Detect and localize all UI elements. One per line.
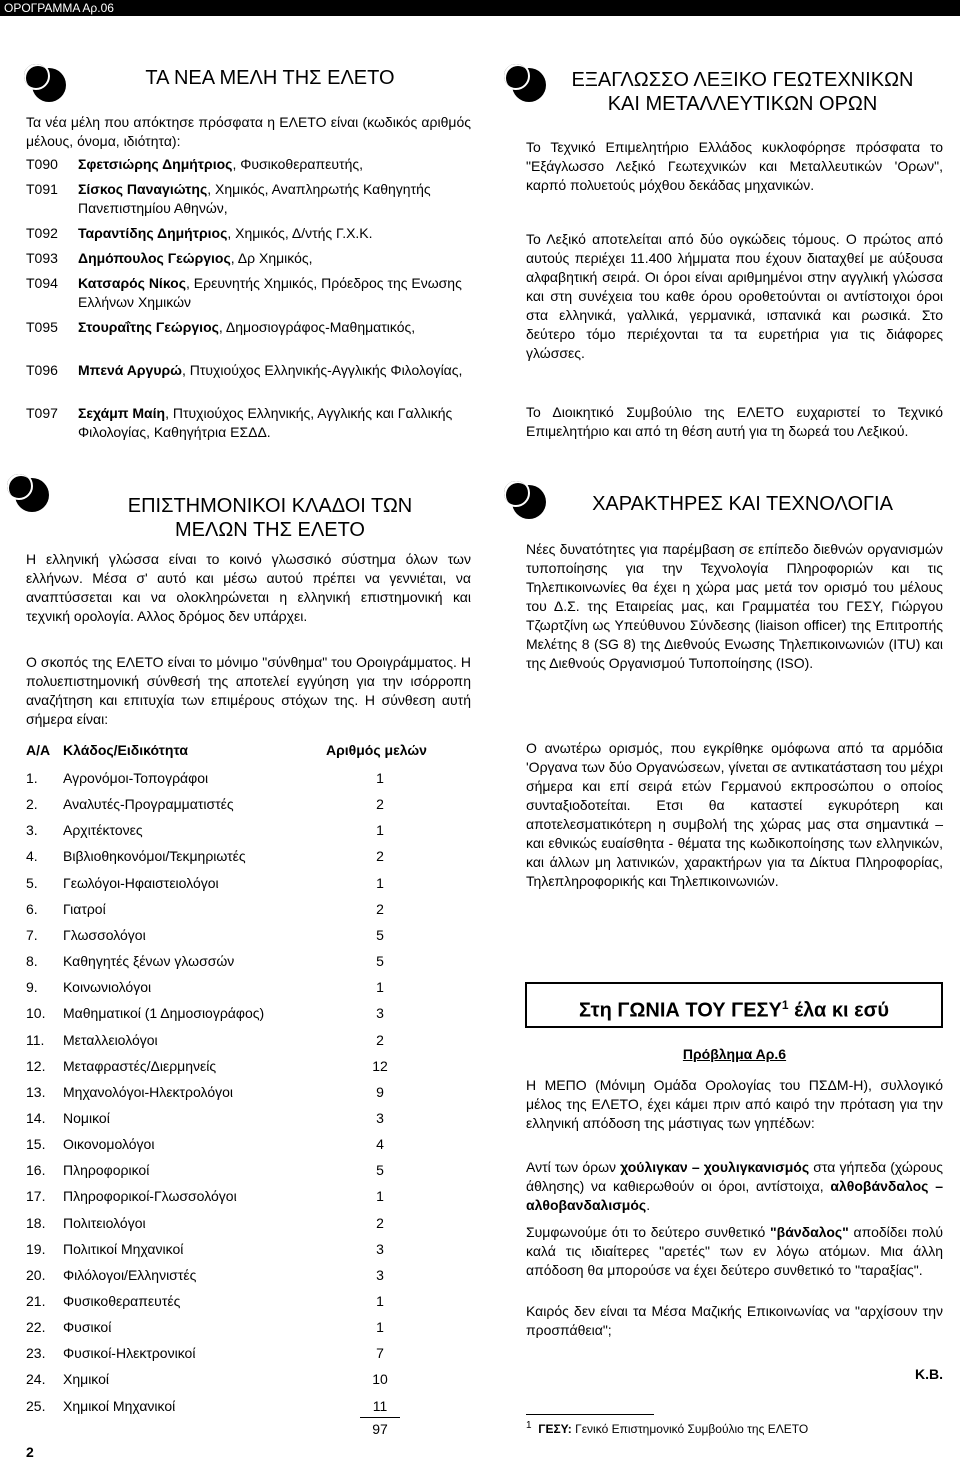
row-count: 3 bbox=[376, 1266, 384, 1283]
row-index: 20. bbox=[26, 1266, 46, 1283]
table-row bbox=[26, 1240, 400, 1258]
row-count: 2 bbox=[376, 1031, 384, 1048]
table-row bbox=[26, 1187, 400, 1205]
row-index: 17. bbox=[26, 1188, 46, 1205]
row-branch: Πολιτικοί Μηχανικοί bbox=[63, 1240, 184, 1257]
signature: Κ.Β. bbox=[915, 1366, 943, 1382]
branches-para-1: Η ελληνική γλώσσα είναι το κοινό γλωσσικό σύστημα όλων των ελλήνων. Μέσα σ' αυτό και μέσω αυτού πρέπει να γεννιέται, να αναπτύσσεται και να ολοκληρώνεται η ελληνική επιστημονική και τεχνική ορολογία. Αλλος δρόμος δεν υπάρχει. bbox=[26, 551, 471, 624]
row-index: 22. bbox=[26, 1319, 46, 1336]
table-row bbox=[26, 1266, 400, 1284]
row-count: 3 bbox=[376, 1109, 384, 1126]
row-index: 14. bbox=[26, 1109, 46, 1126]
row-index: 16. bbox=[26, 1162, 46, 1179]
table-row bbox=[26, 900, 400, 918]
row-index: 5. bbox=[26, 874, 38, 891]
table-row bbox=[26, 1109, 400, 1127]
table-row bbox=[26, 1344, 400, 1362]
row-count: 2 bbox=[376, 900, 384, 917]
row-index: 24. bbox=[26, 1371, 46, 1388]
row-branch: Μαθηματικοί (1 Δημοσιογράφος) bbox=[63, 1005, 265, 1022]
row-index: 21. bbox=[26, 1293, 46, 1309]
section-bullet-icon bbox=[22, 62, 66, 106]
row-count: 12 bbox=[372, 1057, 388, 1074]
row-count: 7 bbox=[376, 1345, 384, 1362]
row-index: 12. bbox=[26, 1057, 46, 1074]
problem-para-3: Συμφωνούμε ότι το δεύτερο συνθετικό "βάνδαλος" αποδίδει πολύ καλά τις ιδιαίτερες "αρετές" των εν λόγω ατόμων. Μια άλλη απόδοση θα μπορούσε να έχει δεύτερο συνθετικό το "ταραξίας". bbox=[526, 1224, 943, 1278]
row-branch: Φυσικοθεραπευτές bbox=[63, 1293, 181, 1309]
row-count: 1 bbox=[376, 874, 384, 891]
new-members-title: ΤΑ ΝΕΑ ΜΕΛΗ ΤΗΣ ΕΛΕΤΟ bbox=[145, 67, 395, 89]
dictionary-para-2: Το Λεξικό αποτελείται από δύο ογκώδεις τόμους. Ο πρώτος από αυτούς περιέχει 11.400 λήμματα που έχουν διαταχθεί με αύξουσα αλφαβητική σειρά. Οι όροι είναι αριθμημένοι στην αγγλική γλώσσα και στη συνέχεια του καθε όρου οροθετούνται οι αντίστοιχοι όροι στα ελληνικά, γαλλικά, γερμανικά, ισπανικά και ρωσικά. Στο δεύτερο τόμο περιέχονται τα τα ευρετήρια για τις διάφορες γλώσσες. bbox=[526, 231, 943, 361]
row-branch: Αγρονόμοι-Τοπογράφοι bbox=[63, 770, 209, 786]
row-count: 2 bbox=[376, 796, 384, 813]
row-branch: Μεταλλειολόγοι bbox=[63, 1031, 158, 1048]
row-branch: Γεωλόγοι-Ηφαιστειολόγοι bbox=[63, 874, 219, 891]
branches-title: ΕΠΙΣΤΗΜΟΝΙΚΟΙ ΚΛΑΔΟΙ ΤΩΝ ΜΕΛΩΝ ΤΗΣ ΕΛΕΤΟ bbox=[127, 495, 413, 541]
row-count: 1 bbox=[376, 822, 384, 839]
row-count: 1 bbox=[376, 1293, 384, 1309]
new-members-intro: Τα νέα μέλη που απόκτησε πρόσφατα η ΕΛΕΤΟ είναι (κωδικός αριθμός μέλους, όνομα, ιδιότητα): bbox=[26, 114, 471, 149]
row-branch: Βιβλιοθηκονόμοι/Τεκμηριωτές bbox=[63, 848, 246, 865]
row-index: 18. bbox=[26, 1214, 46, 1231]
row-branch: Χημικοί Μηχανικοί bbox=[63, 1397, 176, 1414]
row-count: 1 bbox=[376, 979, 384, 996]
table-row bbox=[26, 1135, 400, 1153]
row-index: 25. bbox=[26, 1397, 46, 1414]
row-count: 1 bbox=[376, 1319, 384, 1336]
corner-box-title: Στη ΓΩΝΙΑ ΤΟΥ ΓΕΣΥ$^1$ έλα κι εσύ bbox=[525, 982, 943, 1028]
table-row bbox=[26, 1292, 400, 1310]
row-branch: Οικονομολόγοι bbox=[63, 1136, 155, 1153]
row-branch: Αρχιτέκτονες bbox=[63, 822, 143, 839]
problem-para-4: Καιρός δεν είναι τα Μέσα Μαζικής Επικοινωνίας να "αρχίσουν την προσπάθεια"; bbox=[526, 1303, 943, 1338]
section-bullet-icon bbox=[5, 472, 49, 516]
row-branch: Πολιτειολόγοι bbox=[63, 1214, 146, 1231]
problem-para-2: Αντί των όρων χούλιγκαν – χουλιγκανισμός στα γήπεδα (χώρους άθλησης) να καθιερωθούν οι όροι, αντίστοιχα, αλθοβάνδαλος – αλθοβανδαλισμός. bbox=[526, 1159, 944, 1213]
table-row bbox=[26, 1161, 400, 1179]
table-row bbox=[26, 821, 400, 839]
row-count: 3 bbox=[376, 1240, 384, 1257]
row-branch: Καθηγητές ξένων γλωσσών bbox=[63, 953, 235, 970]
row-count: 2 bbox=[376, 848, 384, 865]
row-branch: Χημικοί bbox=[63, 1371, 110, 1388]
table-row bbox=[26, 1370, 400, 1388]
page-header: ΟΡΟΓΡΑΜΜΑ Αρ.06 bbox=[0, 0, 960, 16]
table-row bbox=[26, 1004, 400, 1022]
row-branch: Κοινωνιολόγοι bbox=[63, 979, 152, 996]
row-branch: Γλωσσολόγοι bbox=[63, 926, 146, 943]
row-index: 13. bbox=[26, 1083, 46, 1100]
col-branch-header: Κλάδος/Ειδικότητα bbox=[63, 742, 188, 758]
row-index: 23. bbox=[26, 1345, 46, 1362]
table-row bbox=[26, 926, 400, 944]
row-index: 9. bbox=[26, 979, 38, 996]
table-row bbox=[26, 874, 400, 892]
row-count: 5 bbox=[376, 1162, 384, 1179]
row-branch: Φυσικοί-Ηλεκτρονικοί bbox=[63, 1345, 196, 1362]
features-title: ΧΑΡΑΚΤΗΡΕΣ ΚΑΙ ΤΕΧΝΟΛΟΓΙΑ bbox=[592, 493, 893, 515]
row-index: 15. bbox=[26, 1136, 46, 1153]
row-index: 4. bbox=[26, 848, 38, 865]
row-index: 2. bbox=[26, 796, 38, 813]
table-row bbox=[26, 1031, 400, 1049]
row-index: 3. bbox=[26, 822, 38, 839]
row-index: 1. bbox=[26, 770, 38, 786]
table-row bbox=[26, 1397, 400, 1415]
features-para-2: Ο ανωτέρω ορισμός, που εγκρίθηκε ομόφωνα από τα αρμόδια 'Οργανα των δύο Οργανώσεων, γίνεται σε αντικατάσταση του μέχρι σήμερα και επί σειρά ετών Γερμανού εκπροσώπου ο οποίος συνταξιοδοτείται. Ετσι θα καταστεί εγκυρότερη και αποτελεσματικότερη η συμβολή της χώρας μας στα σημαντικά – και εθνικώς ευαίσθητα - θέματα της κωδικοποίησης των ελληνικών, και άλλων μη λατινικών, χαρακτήρων για τα Δίκτυα Πληροφορίας, Τηλεπληροφορικής και Τηλεπικοινωνιών. bbox=[526, 740, 943, 889]
row-branch: Πληροφορικοί-Γλωσσολόγοι bbox=[63, 1188, 237, 1205]
row-branch: Αναλυτές-Προγραμματιστές bbox=[63, 796, 234, 813]
table-row bbox=[26, 952, 400, 970]
row-count: 5 bbox=[376, 953, 384, 970]
table-row bbox=[26, 847, 400, 865]
page-number: 2 bbox=[26, 1444, 34, 1460]
features-para-1: Νέες δυνατότητες για παρέμβαση σε επίπεδο διεθνών οργανισμών τυποποίησης για την Τεχνολογία Πληροφοριών και τις Τηλεπικοινωνίες θα έχει η χώρα μας μετά τον ορισμό του μέλους του Δ.Σ. της Εταιρείας μας, και Γραμματέα του ΓΕΣΥ, Γιώργου Τζωρτζίνη ως Υπεύθυνου Σύνδεσης (liaison officer) της Επιτροπής Μελέτης 8 (SG 8) της Διεθνούς Ενωσης Τηλεπικοινωνιών (ITU) και της Διεθνούς Οργανισμού Τυποποίησης (ISO). bbox=[526, 541, 943, 671]
footnote-rule bbox=[526, 1414, 654, 1415]
row-branch: Γιατροί bbox=[63, 900, 106, 917]
table-row bbox=[26, 1057, 400, 1075]
row-count: 5 bbox=[376, 926, 384, 943]
row-count: 2 bbox=[376, 1214, 384, 1231]
table-row bbox=[26, 1083, 400, 1101]
table-row bbox=[26, 978, 400, 996]
row-branch: Μηχανολόγοι-Ηλεκτρολόγοι bbox=[63, 1083, 234, 1100]
dictionary-title: ΕΞΑΓΛΩΣΣΟ ΛΕΞΙΚΟ ΓΕΩΤΕΧΝΙΚΩΝ ΚΑΙ ΜΕΤΑΛΛΕΥΤΙΚΩΝ ΟΡΩΝ bbox=[571, 69, 914, 115]
row-count: 1 bbox=[376, 770, 384, 786]
footnote: $^1$ ΓΕΣΥ: Γενικό Επιστημονικό Συμβούλιο της ΕΛΕΤΟ bbox=[526, 1420, 809, 1436]
col-aa-header: Α/Α bbox=[26, 742, 51, 758]
total-members: 97 bbox=[372, 1421, 388, 1437]
sum-line bbox=[360, 1417, 400, 1418]
row-branch: Φιλόλογοι/Ελληνιστές bbox=[63, 1266, 197, 1283]
row-count: 3 bbox=[376, 1005, 384, 1022]
row-count: 1 bbox=[376, 1188, 384, 1205]
row-branch: Φυσικοί bbox=[63, 1319, 112, 1336]
row-branch: Μεταφραστές/Διερμηνείς bbox=[63, 1057, 217, 1074]
row-count: 4 bbox=[376, 1136, 384, 1153]
row-index: 7. bbox=[26, 926, 38, 943]
table-row bbox=[26, 769, 400, 787]
branches-para-2: Ο σκοπός της ΕΛΕΤΟ είναι το μόνιμο "σύνθημα" του Οροιγράμματος. Η πολυεπιστημονική σύνθεσή της αποτελεί εγγύηση για την ισόρροπη αναζήτηση και επιτυχία των επιμέρους στόχων της. Η σύνθεση αυτή σήμερα είναι: bbox=[26, 654, 471, 727]
table-row bbox=[26, 1318, 400, 1336]
row-count: 9 bbox=[376, 1083, 384, 1100]
row-index: 8. bbox=[26, 953, 38, 970]
dictionary-para-3: Το Διοικητικό Συμβούλιο της ΕΛΕΤΟ ευχαριστεί το Τεχνικό Επιμελητήριο και από τη θέση αυτή για τη δωρεά του Λεξικού. bbox=[526, 404, 943, 439]
problem-para-1: Η ΜΕΠΟ (Μόνιμη Ομάδα Ορολογίας του ΠΣΔΜ-Η), συλλογικό μέλος της ΕΛΕΤΟ, έχει κάμει πριν από καιρό την πρόταση για την ελληνική απόδοση της μάστιγας των γηπέδων: bbox=[526, 1077, 943, 1131]
problem-title: Πρόβλημα Αρ.6 bbox=[682, 1046, 787, 1062]
row-count: 10 bbox=[372, 1371, 388, 1388]
row-branch: Πληροφορικοί bbox=[63, 1162, 150, 1179]
row-branch: Νομικοί bbox=[63, 1109, 110, 1126]
table-row bbox=[26, 795, 400, 813]
row-count: 11 bbox=[372, 1397, 388, 1414]
table-row bbox=[26, 1214, 400, 1232]
row-index: 10. bbox=[26, 1005, 46, 1022]
row-index: 11. bbox=[26, 1031, 45, 1048]
row-index: 19. bbox=[26, 1240, 46, 1257]
dictionary-para-1: Το Τεχνικό Επιμελητήριο Ελλάδος κυκλοφόρησε πρόσφατα το "Εξάγλωσσο Λεξικό Γεωτεχνικών και Μεταλλευτικών 'Ορων", καρπό πολυετούς μόχθου δεκάδας μηχανικών. bbox=[526, 139, 943, 193]
row-index: 6. bbox=[26, 900, 38, 917]
col-count-header: Αριθμός μελών bbox=[326, 742, 427, 758]
